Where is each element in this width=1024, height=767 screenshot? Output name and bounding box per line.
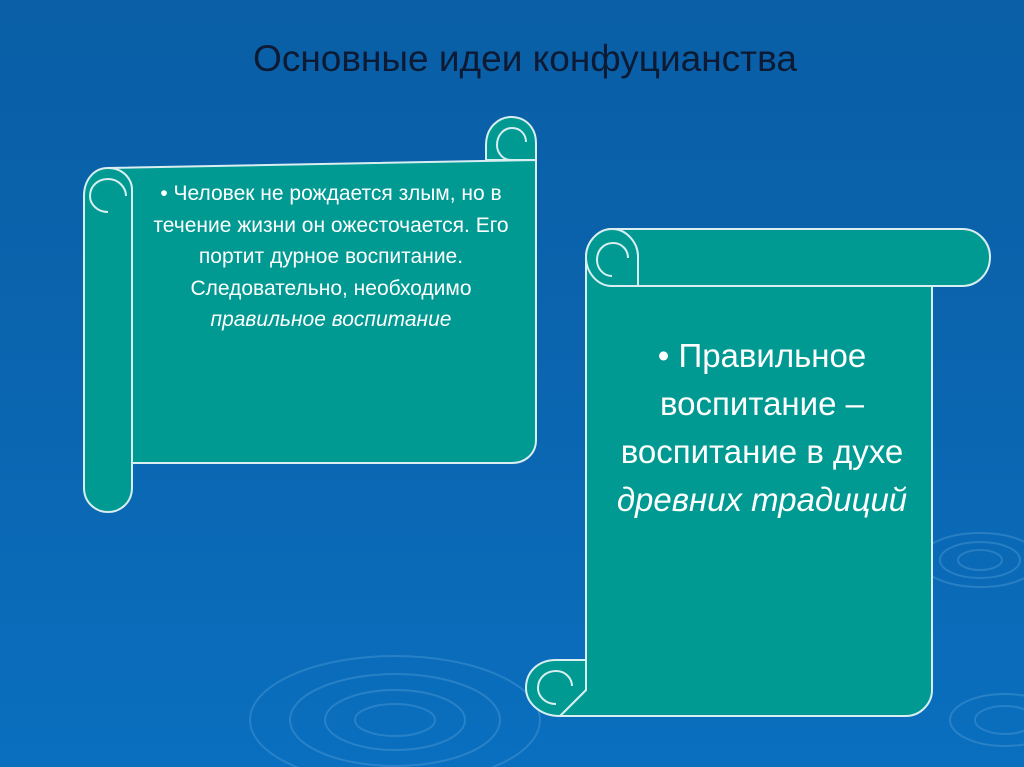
left-scroll-left-roll — [84, 168, 132, 512]
left-italic-text: правильное воспитание — [210, 308, 452, 331]
right-bullet: • — [657, 337, 670, 374]
left-bullet: • — [160, 182, 168, 205]
right-scroll-text — [612, 332, 912, 524]
right-body-text: Правильное воспитание – воспитание в духе — [620, 337, 904, 470]
page-title: Основные идеи конфуцианства — [253, 38, 797, 79]
left-scroll-top-curl — [486, 117, 536, 160]
right-scroll-top-roll — [610, 229, 990, 286]
left-scroll-text — [150, 178, 512, 336]
right-scroll-top-left-roll — [586, 229, 638, 286]
right-italic-text: древних традиций — [616, 481, 908, 518]
left-body-text: Человек не рождается злым, но в течение жизни он ожесточается. Его портит дурное воспитание. Следовательно, необходимо — [153, 182, 509, 300]
